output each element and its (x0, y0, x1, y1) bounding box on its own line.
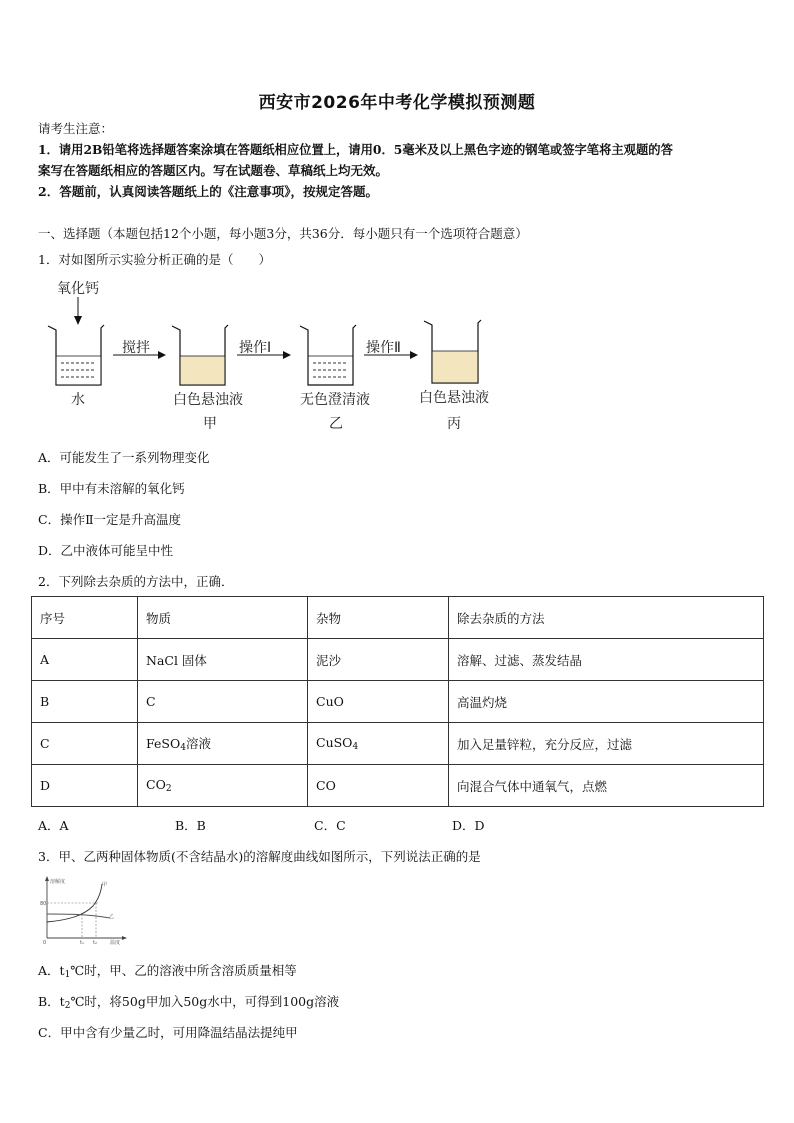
table-cell: 加入足量锌粒，充分反应，过滤 (449, 723, 764, 765)
graph-axes (45, 876, 127, 940)
table-cell (308, 723, 449, 765)
q3-stem: 3．甲、乙两种固体物质(不含结晶水)的溶解度曲线如图所示，下列说法正确的是 (38, 849, 481, 864)
operation-2-label: 操作Ⅱ (366, 340, 401, 356)
header-cell: 除去杂质的方法 (449, 597, 764, 639)
q1-option-b: B．甲中有未溶解的氧化钙 (38, 481, 185, 496)
graph-ylabel: 溶解度 (50, 879, 66, 885)
table-cell (138, 723, 308, 765)
q1-stem: 1．对如图所示实验分析正确的是（ ） (38, 252, 271, 267)
table-cell: B (32, 681, 138, 723)
temperature-subscript: 1 (64, 970, 71, 980)
formula-tail: 溶液 (185, 736, 211, 751)
notice-line-2: 2．答题前，认真阅读答题纸上的《注意事项》，按规定答题。 (38, 184, 378, 199)
table-cell: 向混合气体中通氧气，点燃 (449, 765, 764, 807)
graph-xlabel: 温度 (110, 940, 121, 946)
formula-subscript: 4 (180, 743, 186, 753)
graph-t2: t₂ (93, 940, 97, 946)
table-cell: 高温灼烧 (449, 681, 764, 723)
q2-answer-b: B．B (175, 818, 206, 833)
beaker-water-label: 水 (71, 392, 85, 408)
table-cell: 泥沙 (308, 639, 449, 681)
table-cell: C (32, 723, 138, 765)
table-header-row (32, 597, 764, 639)
beaker-yi-sub: 乙 (329, 416, 343, 432)
beaker-bing-sub: 丙 (447, 416, 461, 432)
table-row (32, 765, 764, 807)
formula-text: CuSO (316, 735, 353, 750)
operation-1-label: 操作Ⅰ (239, 340, 272, 356)
curve-yi (47, 914, 110, 918)
section-heading: 一、选择题（本题包括12个小题，每小题3分，共36分．每小题只有一个选项符合题意） (38, 226, 528, 241)
calcium-oxide-label: 氧化钙 (57, 281, 99, 297)
stir-label: 搅拌 (122, 340, 150, 356)
graph-y-tick: 80 (40, 901, 47, 907)
beaker-jia-sub: 甲 (203, 416, 217, 432)
option-text: A．t (38, 963, 65, 978)
curve-yi-label: 乙 (109, 914, 115, 920)
beaker-yi (300, 325, 356, 385)
table-cell: CuO (308, 681, 449, 723)
table-row (32, 681, 764, 723)
table-cell (138, 765, 308, 807)
downward-arrow (74, 297, 82, 325)
table-row (32, 723, 764, 765)
beaker-bing (424, 320, 481, 383)
graph-origin: 0 (43, 940, 47, 946)
table-row (32, 639, 764, 681)
formula-subscript: 2 (165, 784, 172, 794)
header-cell: 物质 (138, 597, 308, 639)
q3-solubility-graph (38, 874, 130, 946)
notice-heading: 请考生注意： (38, 121, 114, 136)
formula-text: CO (146, 777, 166, 792)
table-cell: NaCl 固体 (138, 639, 308, 681)
notice-line-1a: 1．请用2B铅笔将选择题答案涂填在答题纸相应位置上，请用0．5毫米及以上黑色字迹的钢笔或签字笔将主观题的答 (38, 142, 673, 157)
beaker-jia-label: 白色悬浊液 (173, 392, 243, 408)
notice-line-1b: 案写在答题纸相应的答题区内。写在试题卷、草稿纸上均无效。 (38, 163, 389, 178)
q3-option-a (38, 961, 297, 980)
header-cell: 序号 (32, 597, 138, 639)
table-cell: CO (308, 765, 449, 807)
q3-option-c: C．甲中含有少量乙时，可用降温结晶法提纯甲 (38, 1025, 298, 1040)
table-cell: C (138, 681, 308, 723)
formula-text: FeSO (146, 736, 181, 751)
graph-t1: t₁ (80, 940, 84, 946)
q2-answer-c: C．C (314, 818, 346, 833)
q1-option-d: D．乙中液体可能呈中性 (38, 543, 174, 558)
header-cell: 杂物 (308, 597, 449, 639)
q2-answer-a: A．A (38, 818, 69, 833)
q1-option-c: C．操作Ⅱ一定是升高温度 (38, 512, 182, 527)
option-text: B．t (38, 994, 65, 1009)
beaker-bing-label: 白色悬浊液 (419, 390, 489, 406)
table-cell: D (32, 765, 138, 807)
page-title: 西安市2026年中考化学模拟预测题 (258, 93, 536, 113)
curve-jia-label: 甲 (102, 882, 108, 888)
formula-subscript: 4 (352, 742, 359, 752)
table-cell: A (32, 639, 138, 681)
q2-answer-d: D．D (452, 818, 485, 833)
beaker-yi-label: 无色澄清液 (300, 392, 370, 408)
temperature-subscript: 2 (64, 1001, 71, 1011)
beaker-water (48, 325, 104, 385)
option-text: ℃时，甲、乙的溶液中所含溶质质量相等 (70, 963, 297, 978)
table-cell: 溶解、过滤、蒸发结晶 (449, 639, 764, 681)
beaker-jia (172, 325, 228, 385)
option-text: ℃时，将50g甲加入50g水中，可得到100g溶液 (70, 994, 340, 1009)
q2-stem: 2．下列除去杂质的方法中，正确． (38, 574, 234, 589)
q3-option-b (38, 992, 339, 1011)
q1-option-a: A．可能发生了一系列物理变化 (38, 450, 210, 465)
q2-table (31, 596, 764, 807)
